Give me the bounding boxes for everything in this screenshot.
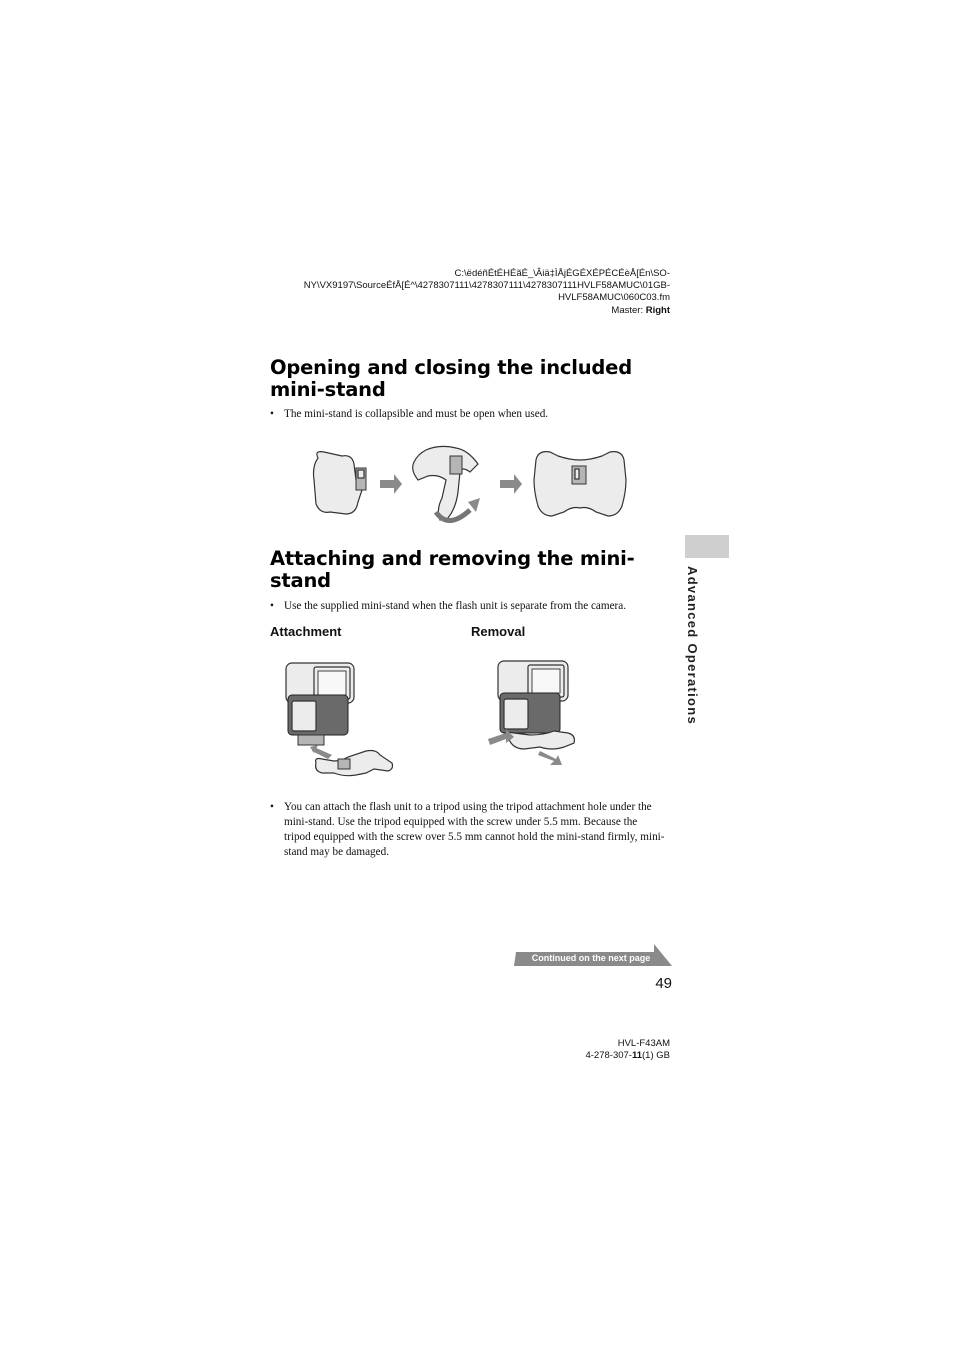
bullet-text: The mini-stand is collapsible and must be open when used. <box>284 408 549 420</box>
section-opening-title <box>270 357 670 401</box>
mini-stand-illustration <box>507 731 575 749</box>
mini-stand-closed-illustration <box>314 452 367 514</box>
side-tab-label: Advanced Operations <box>685 566 700 726</box>
arrow-right-icon <box>500 474 522 494</box>
master-value: Right <box>645 304 670 316</box>
section-attaching-heading <box>270 548 670 592</box>
section-attaching-bullet <box>270 599 670 614</box>
section-opening-title-line-2: mini-stand <box>270 378 386 401</box>
file-path-line-1: C:\ëdéñÉtÉHÉãÉ_\Âiä‡ÌÅjÉGÉXÉPÉCÉèÅ[Én\SO- <box>454 268 670 279</box>
section-opening-heading <box>270 357 670 401</box>
file-path-line-3: HVLF58AMUC\060C03.fm <box>558 292 670 304</box>
continued-banner <box>512 944 674 968</box>
footer-code-bold: 11 <box>631 1050 643 1061</box>
section-attaching-title <box>270 548 670 592</box>
flash-unit-illustration <box>286 663 354 745</box>
section-attaching-title-line-2: stand <box>270 569 331 592</box>
footer-code-prefix: 4-278-307- <box>585 1050 632 1061</box>
bullet-marker: • <box>270 408 274 420</box>
section-opening-title-line-1: Opening and closing the included <box>270 356 632 379</box>
page-number: 49 <box>655 975 672 992</box>
master-label: Master: <box>611 304 646 316</box>
file-path-line-2: NY\VX9197\SourceÉfÅ[É^\4278307111\4278307111\4278307111HVLF58AMUC\01GB- <box>303 280 670 292</box>
tripod-note-text: You can attach the flash unit to a tripod using the tripod attachment hole under the mini-stand. Use the tripod equipped with the screw under 5.5 mm. Because the tripod equipped with the screw over 5.5 mm cannot hold the mini-stand firmly, mini-stand may be damaged. <box>284 801 665 858</box>
mini-stand-open-illustration <box>534 452 626 516</box>
bullet-text: Use the supplied mini-stand when the flash unit is separate from the camera. <box>284 600 627 612</box>
attachment-figure <box>276 655 400 785</box>
tripod-note-bullet <box>270 800 666 860</box>
attachment-label: Attachment <box>270 624 342 639</box>
mini-stand-opening-figure <box>300 440 640 532</box>
bullet-marker: • <box>270 801 274 813</box>
mini-stand-opening-illustration <box>413 446 480 520</box>
arrow-right-icon <box>380 474 402 494</box>
section-attaching-title-line-1: Attaching and removing the mini- <box>270 547 635 570</box>
footer-code-suffix: (1) GB <box>642 1050 670 1061</box>
side-tab-marker <box>685 535 729 558</box>
footer-model: HVL-F43AM <box>617 1038 670 1049</box>
footer-code <box>520 1038 670 1062</box>
flash-unit-illustration <box>498 661 568 733</box>
bullet-marker: • <box>270 600 274 612</box>
removal-label: Removal <box>471 624 526 639</box>
arrow-remove-icon <box>538 751 562 765</box>
file-path-header <box>260 268 670 317</box>
removal-figure <box>484 655 584 770</box>
section-opening-bullet <box>270 407 670 422</box>
mini-stand-shoe <box>338 759 350 769</box>
footer-part-number <box>520 1050 670 1062</box>
master-line <box>260 305 670 317</box>
continued-label: Continued on the next page <box>531 953 651 963</box>
